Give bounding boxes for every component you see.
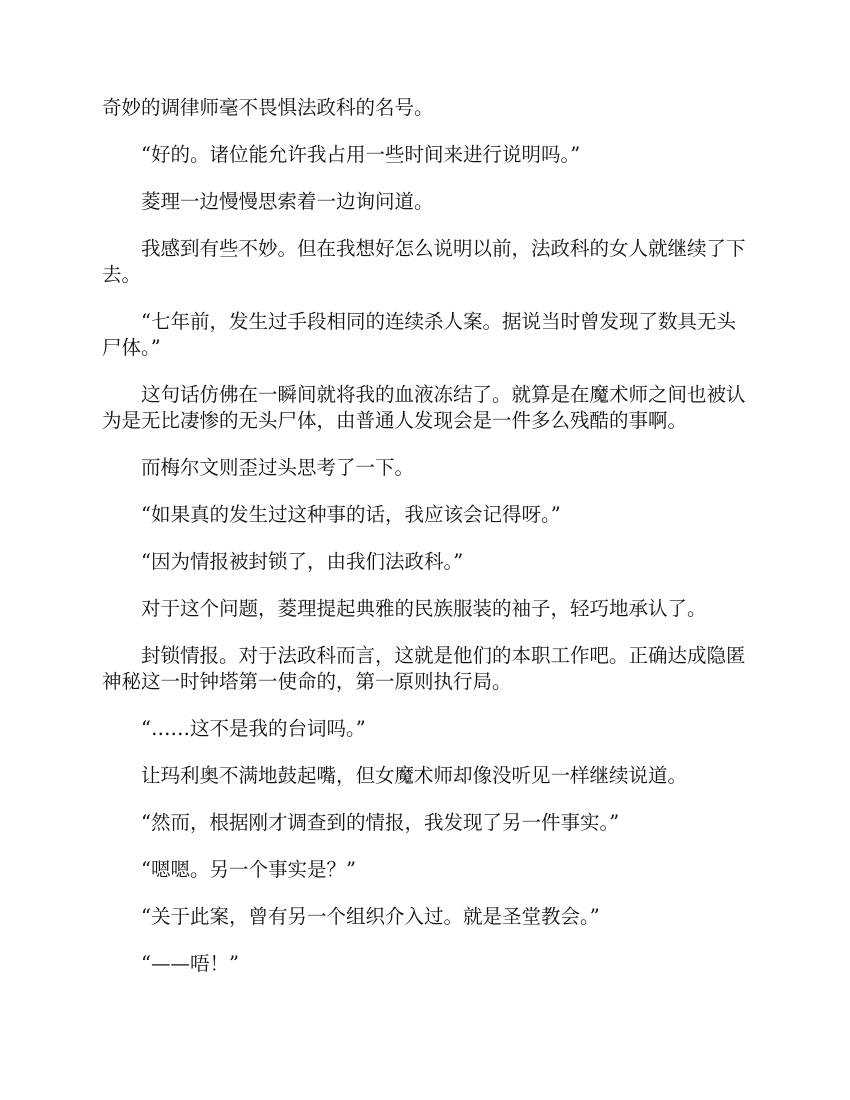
paragraph-2: “好的。诸位能允许我占用一些时间来进行说明吗。” xyxy=(141,143,581,166)
paragraph-17: “——唔！” xyxy=(141,952,239,975)
paragraph-15: “嗯嗯。另一个事实是？” xyxy=(141,858,356,881)
paragraph-14: “然而，根据刚才调查到的情报，我发现了另一件事实。” xyxy=(141,811,620,834)
paragraph-11: 封锁情报。对于法政科而言，这就是他们的本职工作吧。正确达成隐匿神秘这一时钟塔第一使命的，第一原则执行局。 xyxy=(102,644,746,693)
paragraph-1: 奇妙的调律师毫不畏惧法政科的名号。 xyxy=(102,96,434,119)
paragraph-4: 我感到有些不妙。但在我想好怎么说明以前，法政科的女人就继续了下去。 xyxy=(102,237,746,286)
paragraph-6: 这句话仿佛在一瞬间就将我的血液冻结了。就算是在魔术师之间也被认为是无比凄惨的无头尸体，由普通人发现会是一件多么残酷的事啊。 xyxy=(102,383,746,432)
paragraph-5: “七年前，发生过手段相同的连续杀人案。据说当时曾发现了数具无头尸体。” xyxy=(102,310,736,359)
paragraph-8: “如果真的发生过这种事的话，我应该会记得呀。” xyxy=(141,503,561,526)
paragraph-13: 让玛利奥不满地鼓起嘴，但女魔术师却像没听见一样继续说道。 xyxy=(141,764,688,787)
paragraph-9: “因为情报被封锁了，由我们法政科。” xyxy=(141,550,464,573)
paragraph-12: “……这不是我的台词吗。” xyxy=(141,717,366,740)
paragraph-16: “关于此案，曾有另一个组织介入过。就是圣堂教会。” xyxy=(141,905,600,928)
body-text xyxy=(102,95,750,998)
paragraph-3: 菱理一边慢慢思索着一边询问道。 xyxy=(141,190,434,213)
paragraph-7: 而梅尔文则歪过头思考了一下。 xyxy=(141,456,415,479)
paragraph-10: 对于这个问题，菱理提起典雅的民族服装的袖子，轻巧地承认了。 xyxy=(141,597,707,620)
